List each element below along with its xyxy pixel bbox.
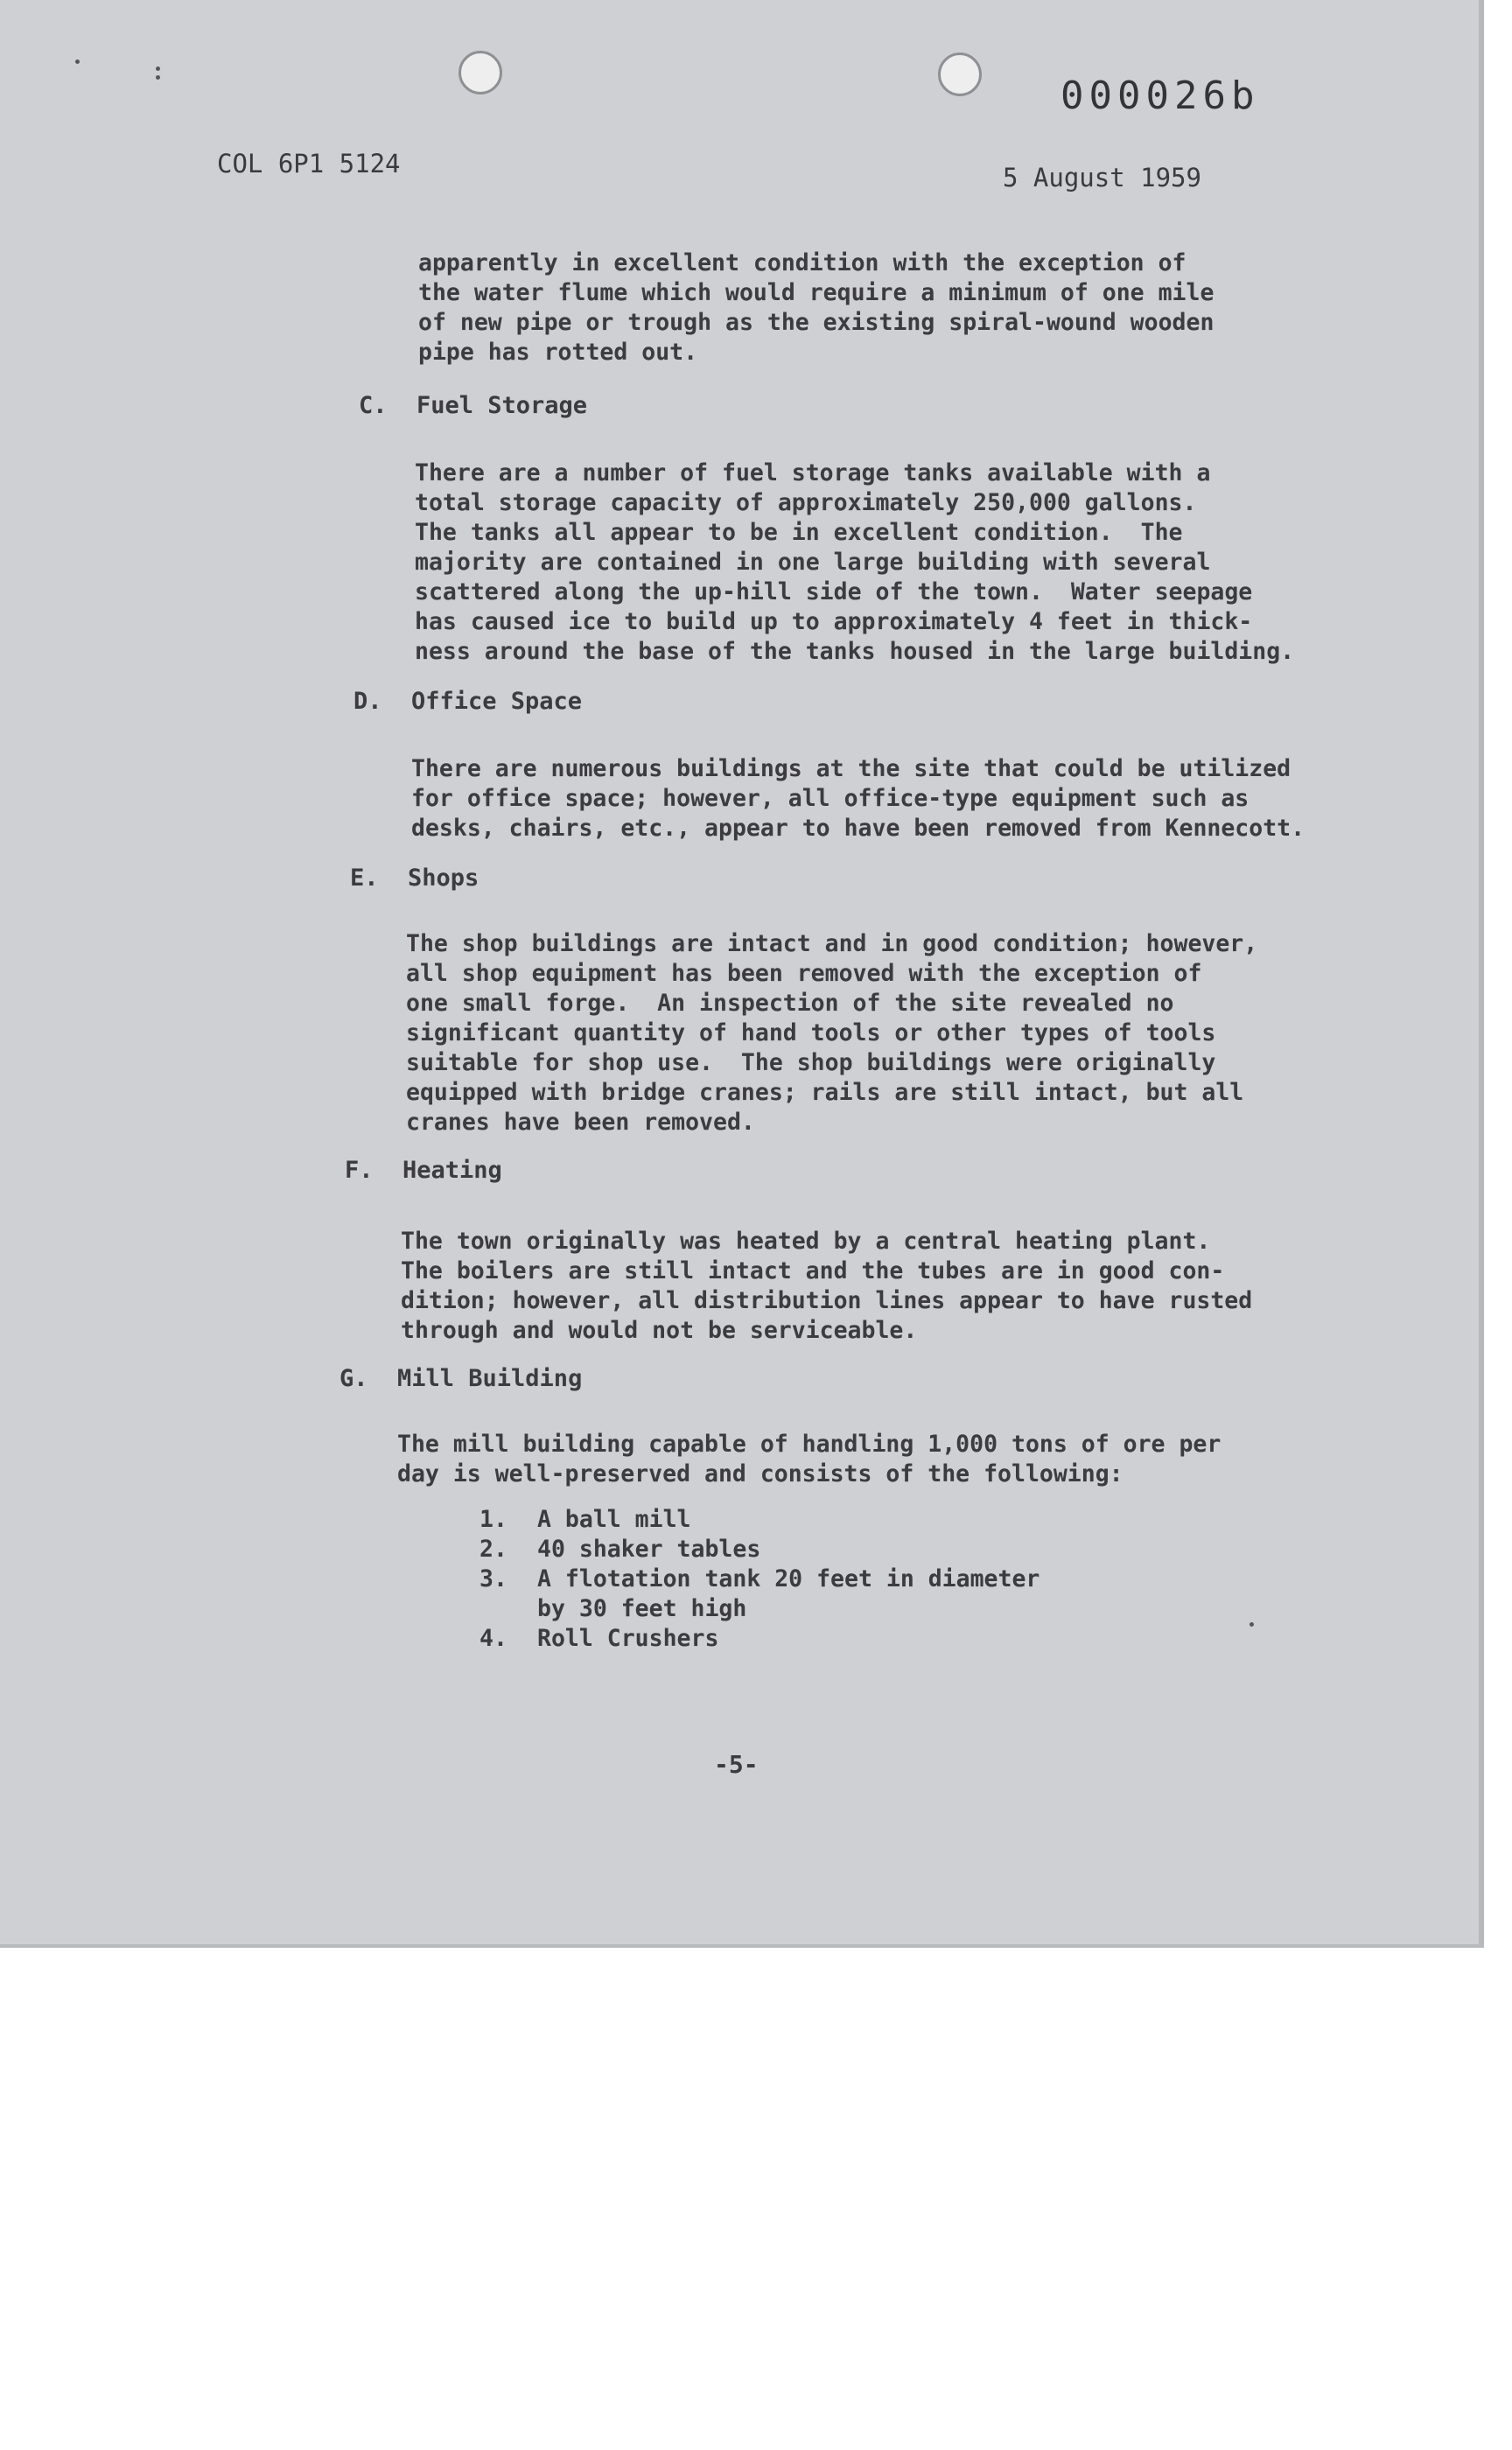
list-item-text: 40 shaker tables (537, 1536, 761, 1563)
section-title: Heating (402, 1157, 502, 1184)
document-date: 5 August 1959 (1003, 163, 1201, 192)
section-heading-mill-building (340, 1365, 582, 1392)
section-letter: D. (354, 688, 382, 715)
mill-equipment-list (480, 1505, 1040, 1654)
scan-speck (75, 60, 80, 64)
scan-speck (156, 66, 160, 71)
punch-hole-right (938, 52, 982, 96)
intro-paragraph: apparently in excellent condition with the exception of the water flume which would require a minimum of one mile of new pipe or trough as the existing spiral-wound wooden pipe has rotted out. (418, 249, 1214, 366)
document-number: 000026b (1060, 74, 1260, 118)
section-heading-shops (350, 864, 479, 892)
list-item-number: 3. (480, 1565, 508, 1592)
list-item-number: 1. (480, 1506, 508, 1533)
list-item-text: Roll Crushers (537, 1625, 719, 1652)
section-paragraph-mill-building: The mill building capable of handling 1,000 tons of ore per day is well-preserved and consists of the following: (397, 1431, 1222, 1488)
section-letter: E. (350, 864, 379, 892)
section-paragraph-shops: The shop buildings are intact and in good condition; however, all shop equipment has been removed with the exception of one small forge. An inspection of the site revealed no significant quantity of hand tools or other types of tools suitable for shop use. The shop buildings were originally equipped with bridge cranes; rails are still intact, but all cranes have been removed. (406, 930, 1258, 1136)
list-item-number: 4. (480, 1625, 508, 1652)
scan-speck (156, 75, 160, 80)
section-letter: F. (345, 1157, 374, 1184)
section-title: Fuel Storage (416, 392, 588, 419)
list-item-number: 2. (480, 1536, 508, 1563)
list-item-text: A ball mill (537, 1506, 691, 1533)
section-paragraph-heating: The town originally was heated by a central heating plant. The boilers are still intact and the tubes are in good con- dition; however, all distribution lines appear to have rusted through and would not be serviceable. (401, 1228, 1253, 1344)
section-heading-office-space (354, 688, 582, 715)
section-title: Shops (408, 864, 480, 892)
section-letter: C. (359, 392, 388, 419)
list-item (480, 1505, 1040, 1535)
section-title: Mill Building (397, 1365, 583, 1392)
scan-speck (1250, 1622, 1254, 1627)
section-heading-heating (345, 1157, 502, 1184)
list-item-text: A flotation tank 20 feet in diameter by 30 feet high (537, 1565, 1040, 1622)
section-letter: G. (340, 1365, 368, 1392)
section-paragraph-office-space: There are numerous buildings at the site that could be utilized for office space; however, all office-type equipment such as desks, chairs, etc., appear to have been removed from Kennecott. (411, 755, 1306, 842)
page-number: -5- (714, 1750, 759, 1779)
list-item (480, 1624, 1040, 1654)
reference-code: COL 6P1 5124 (217, 149, 401, 178)
list-item (480, 1564, 1040, 1624)
section-title: Office Space (411, 688, 583, 715)
punch-hole-left (458, 51, 502, 94)
section-heading-fuel-storage (359, 392, 587, 419)
section-paragraph-fuel-storage: There are a number of fuel storage tanks available with a total storage capacity of approximately 250,000 gallons. The tanks all appear to be in excellent condition. The majority are contained in one large building with several scattered along the up-hill side of the town. Water seepage has caused ice to build up to approximately 4 feet in thick- ness around the base of the tanks housed in the large building. (415, 459, 1295, 665)
list-item (480, 1535, 1040, 1564)
